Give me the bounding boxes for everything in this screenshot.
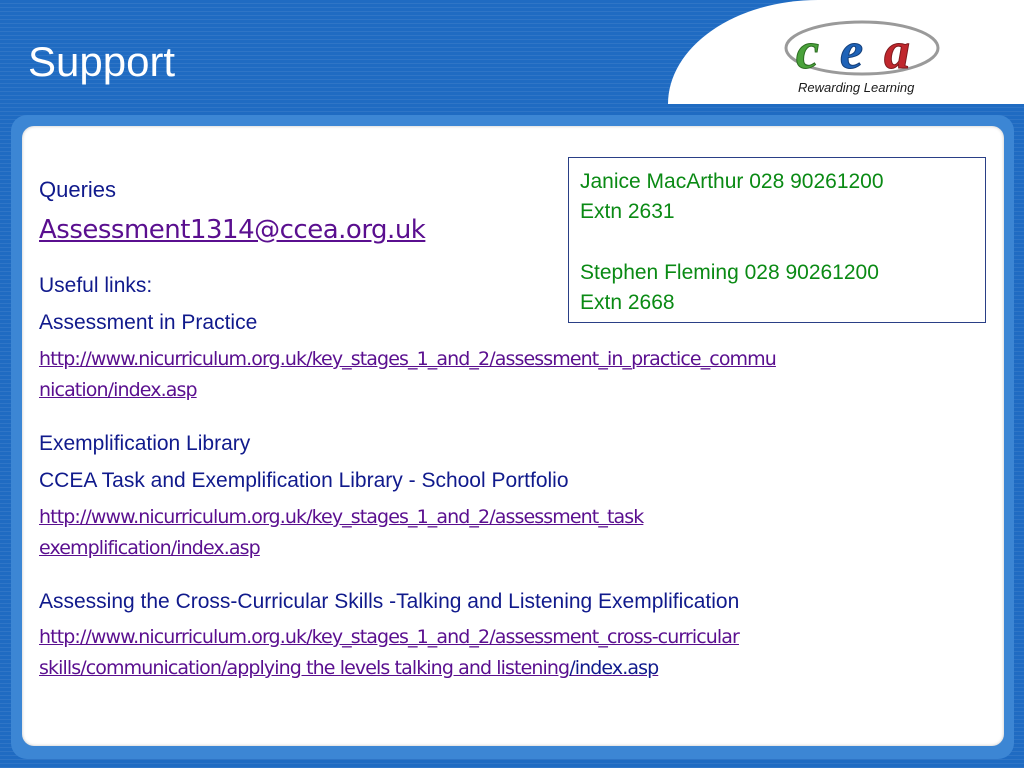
contact-line-1: Janice MacArthur 028 90261200 — [580, 170, 884, 193]
queries-email-link[interactable]: Assessment1314@ccea.org.uk — [39, 215, 426, 245]
link-cross-curricular-line-2[interactable] — [39, 656, 658, 680]
ccea-logo — [784, 20, 944, 80]
section-title-assessment: Assessment in Practice — [39, 311, 258, 334]
link-exemplification-line-2[interactable]: exemplification/index.asp — [39, 537, 260, 559]
logo-letter-a: a — [884, 23, 910, 80]
link-cross-curricular-line-2-main[interactable]: skills/communication/applying the levels talking and listening — [39, 657, 570, 679]
link-assessment-line-1[interactable]: http://www.nicurriculum.org.uk/key_stages_1_and_2/assessment_in_practice_commu — [39, 348, 776, 370]
section-title-cross-curricular: Assessing the Cross-Curricular Skills -Talking and Listening Exemplification — [39, 590, 740, 613]
queries-label: Queries — [39, 177, 117, 202]
contact-line-4: Extn 2668 — [580, 291, 675, 314]
contact-box — [568, 157, 986, 323]
section-title-exemplification: Exemplification Library — [39, 432, 251, 455]
link-cross-curricular-line-2-tail[interactable]: /index.asp — [569, 657, 659, 679]
logo-letter-c: c — [796, 23, 820, 80]
link-assessment-line-2[interactable]: nication/index.asp — [39, 379, 197, 401]
section-subtitle-exemplification: CCEA Task and Exemplification Library - School Portfolio — [39, 469, 569, 492]
contact-line-3: Stephen Fleming 028 90261200 — [580, 261, 879, 284]
useful-links-label: Useful links: — [39, 274, 153, 297]
contact-line-2: Extn 2631 — [580, 200, 675, 223]
link-cross-curricular-line-1[interactable]: http://www.nicurriculum.org.uk/key_stages_1_and_2/assessment_cross-curricular — [39, 626, 739, 648]
logo-tagline: Rewarding Learning — [798, 80, 915, 95]
logo-letter-e: e — [840, 23, 864, 80]
link-exemplification-line-1[interactable]: http://www.nicurriculum.org.uk/key_stages_1_and_2/assessment_task — [39, 506, 644, 528]
slide-title: Support — [28, 38, 176, 85]
